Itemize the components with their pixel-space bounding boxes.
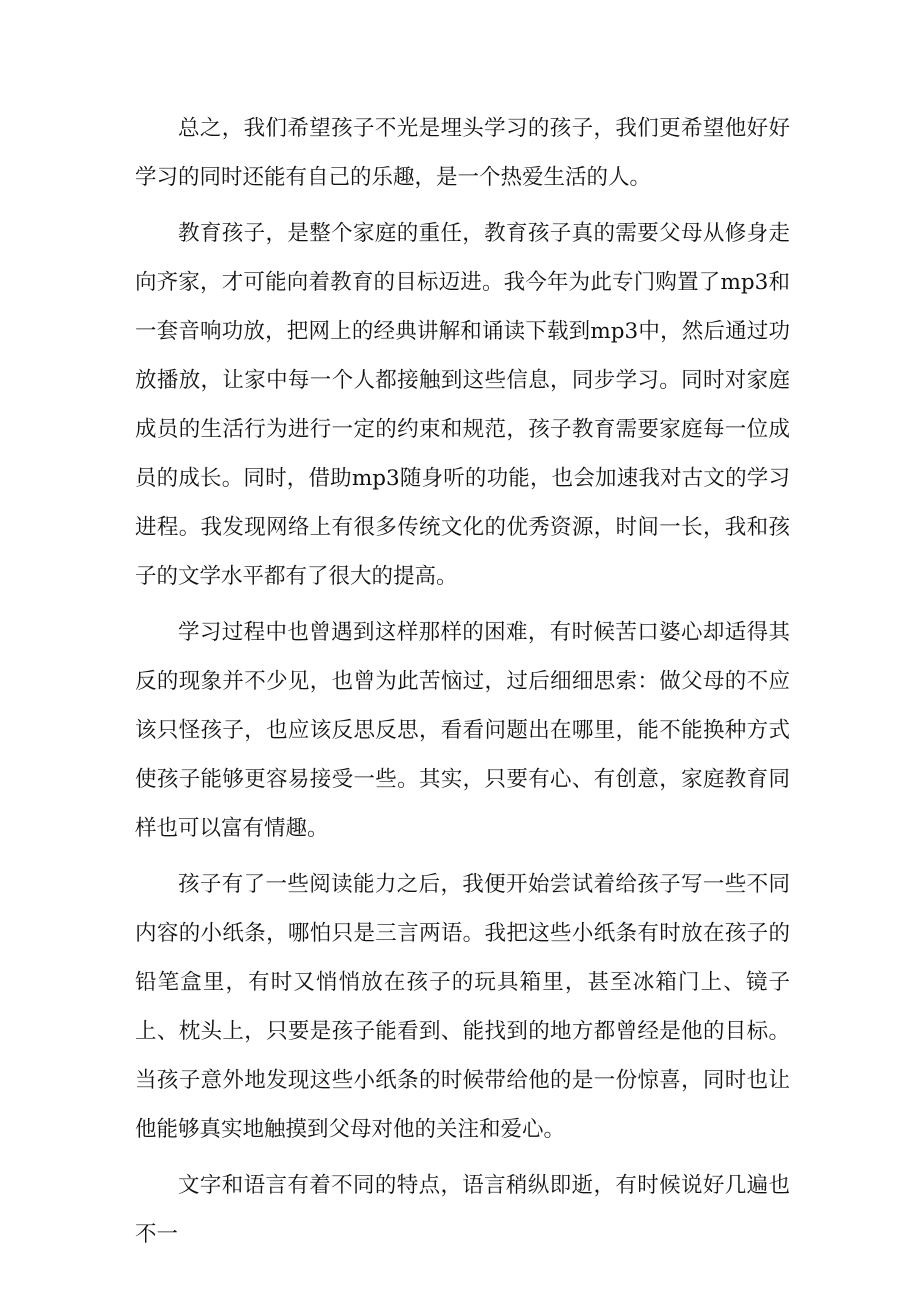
paragraph-5: 文字和语言有着不同的特点，语言稍纵即逝，有时候说好几遍也不一: [135, 1173, 790, 1247]
paragraph-4: 孩子有了一些阅读能力之后，我便开始尝试着给孩子写一些不同内容的小纸条，哪怕只是三言两语。我把这些小纸条有时放在孩子的铅笔盒里，有时又悄悄放在孩子的玩具箱里，甚至冰箱门上、镜子上、枕头上，只要是孩子能看到、能找到的地方都曾经是他的目标。当孩子意外地发现这些小纸条的时候带给他的是一份惊喜，同时也让他能够真实地触摸到父母对他的关注和爱心。: [135, 872, 790, 1142]
paragraph-1: 总之，我们希望孩子不光是埋头学习的孩子，我们更希望他好好学习的同时还能有自己的乐趣，是一个热爱生活的人。: [135, 116, 790, 190]
document-body: [135, 104, 790, 1266]
paragraph-3: 学习过程中也曾遇到这样那样的困难，有时候苦口婆心却适得其反的现象并不少见，也曾为此苦恼过，过后细细思索：做父母的不应该只怪孩子，也应该反思反思，看看问题出在哪里，能不能换种方式使孩子能够更容易接受一些。其实，只要有心、有创意，家庭教育同样也可以富有情趣。: [135, 620, 790, 841]
paragraph-2: 教育孩子，是整个家庭的重任，教育孩子真的需要父母从修身走向齐家，才可能向着教育的目标迈进。我今年为此专门购置了mp3和一套音响功放，把网上的经典讲解和诵读下载到mp3中，然后通过功放播放，让家中每一个人都接触到这些信息，同步学习。同时对家庭成员的生活行为进行一定的约束和规范，孩子教育需要家庭每一位成员的成长。同时，借助mp3随身听的功能，也会加速我对古文的学习进程。我发现网络上有很多传统文化的优秀资源，时间一长，我和孩子的文学水平都有了很大的提高。: [135, 221, 790, 589]
